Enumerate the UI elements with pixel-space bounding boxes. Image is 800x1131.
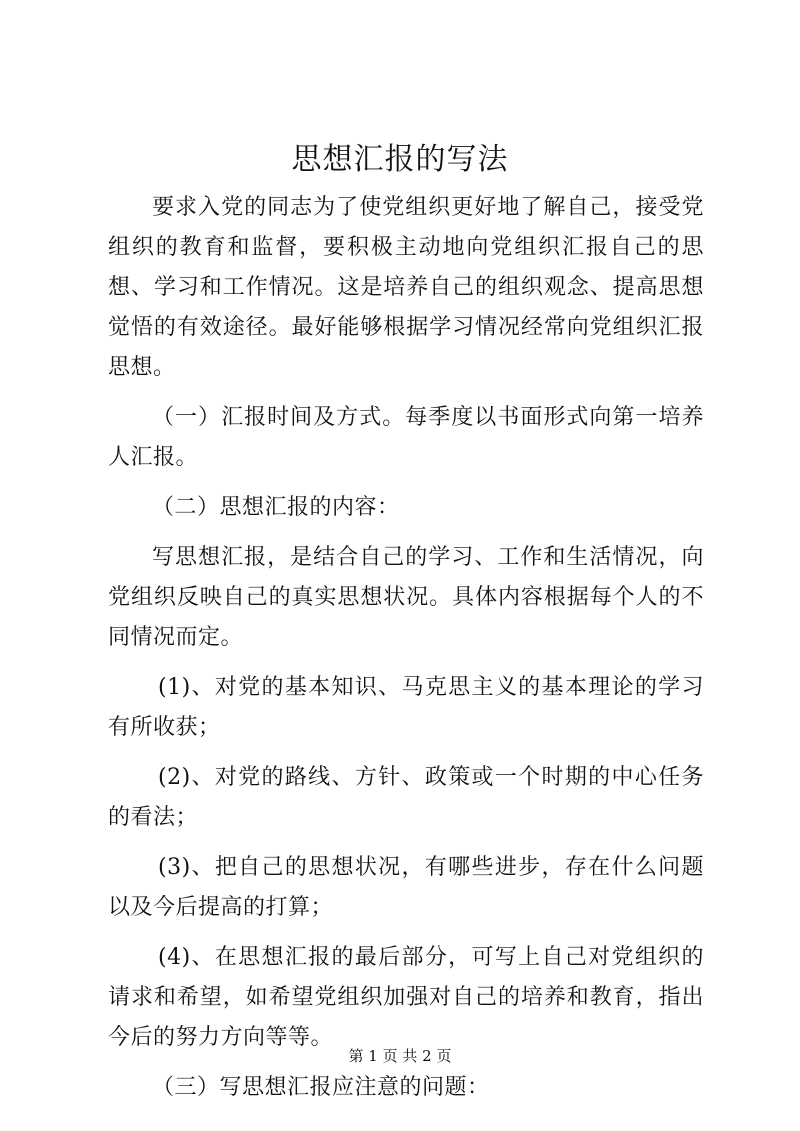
document-title: 思想汇报的写法 bbox=[291, 142, 509, 177]
list-item-1: (1)、对党的基本知识、马克思主义的基本理论的学习有所收获； bbox=[108, 675, 704, 740]
list-item-4: (4)、在思想汇报的最后部分，可写上自己对党组织的请求和希望，如希望党组织加强对自己的培养和教育，指出今后的努力方向等等。 bbox=[108, 945, 704, 1050]
intro-paragraph: 要求入党的同志为了使党组织更好地了解自己，接受党组织的教育和监督，要积极主动地向党组织汇报自己的思想、学习和工作情况。这是培养自己的组织观念、提高思想觉悟的有效途径。最好能够根据学习情况经常向党组织汇报思想。 bbox=[108, 195, 704, 380]
list-item-3: (3)、把自己的思想状况，有哪些进步，存在什么问题以及今后提高的打算； bbox=[108, 855, 704, 920]
document-body bbox=[108, 188, 704, 1118]
section-one-paragraph: （一）汇报时间及方式。每季度以书面形式向第一培养人汇报。 bbox=[108, 405, 704, 470]
list-item-2: (2)、对党的路线、方针、政策或一个时期的中心任务的看法； bbox=[108, 765, 704, 830]
section-three-heading: （三）写思想汇报应注意的问题： bbox=[152, 1075, 490, 1100]
section-two-heading: （二）思想汇报的内容： bbox=[152, 495, 400, 520]
content-description-paragraph: 写思想汇报，是结合自己的学习、工作和生活情况，向党组织反映自己的真实思想状况。具体内容根据每个人的不同情况而定。 bbox=[108, 545, 704, 650]
page-number-footer: 第 1 页 共 2 页 bbox=[348, 1047, 452, 1065]
